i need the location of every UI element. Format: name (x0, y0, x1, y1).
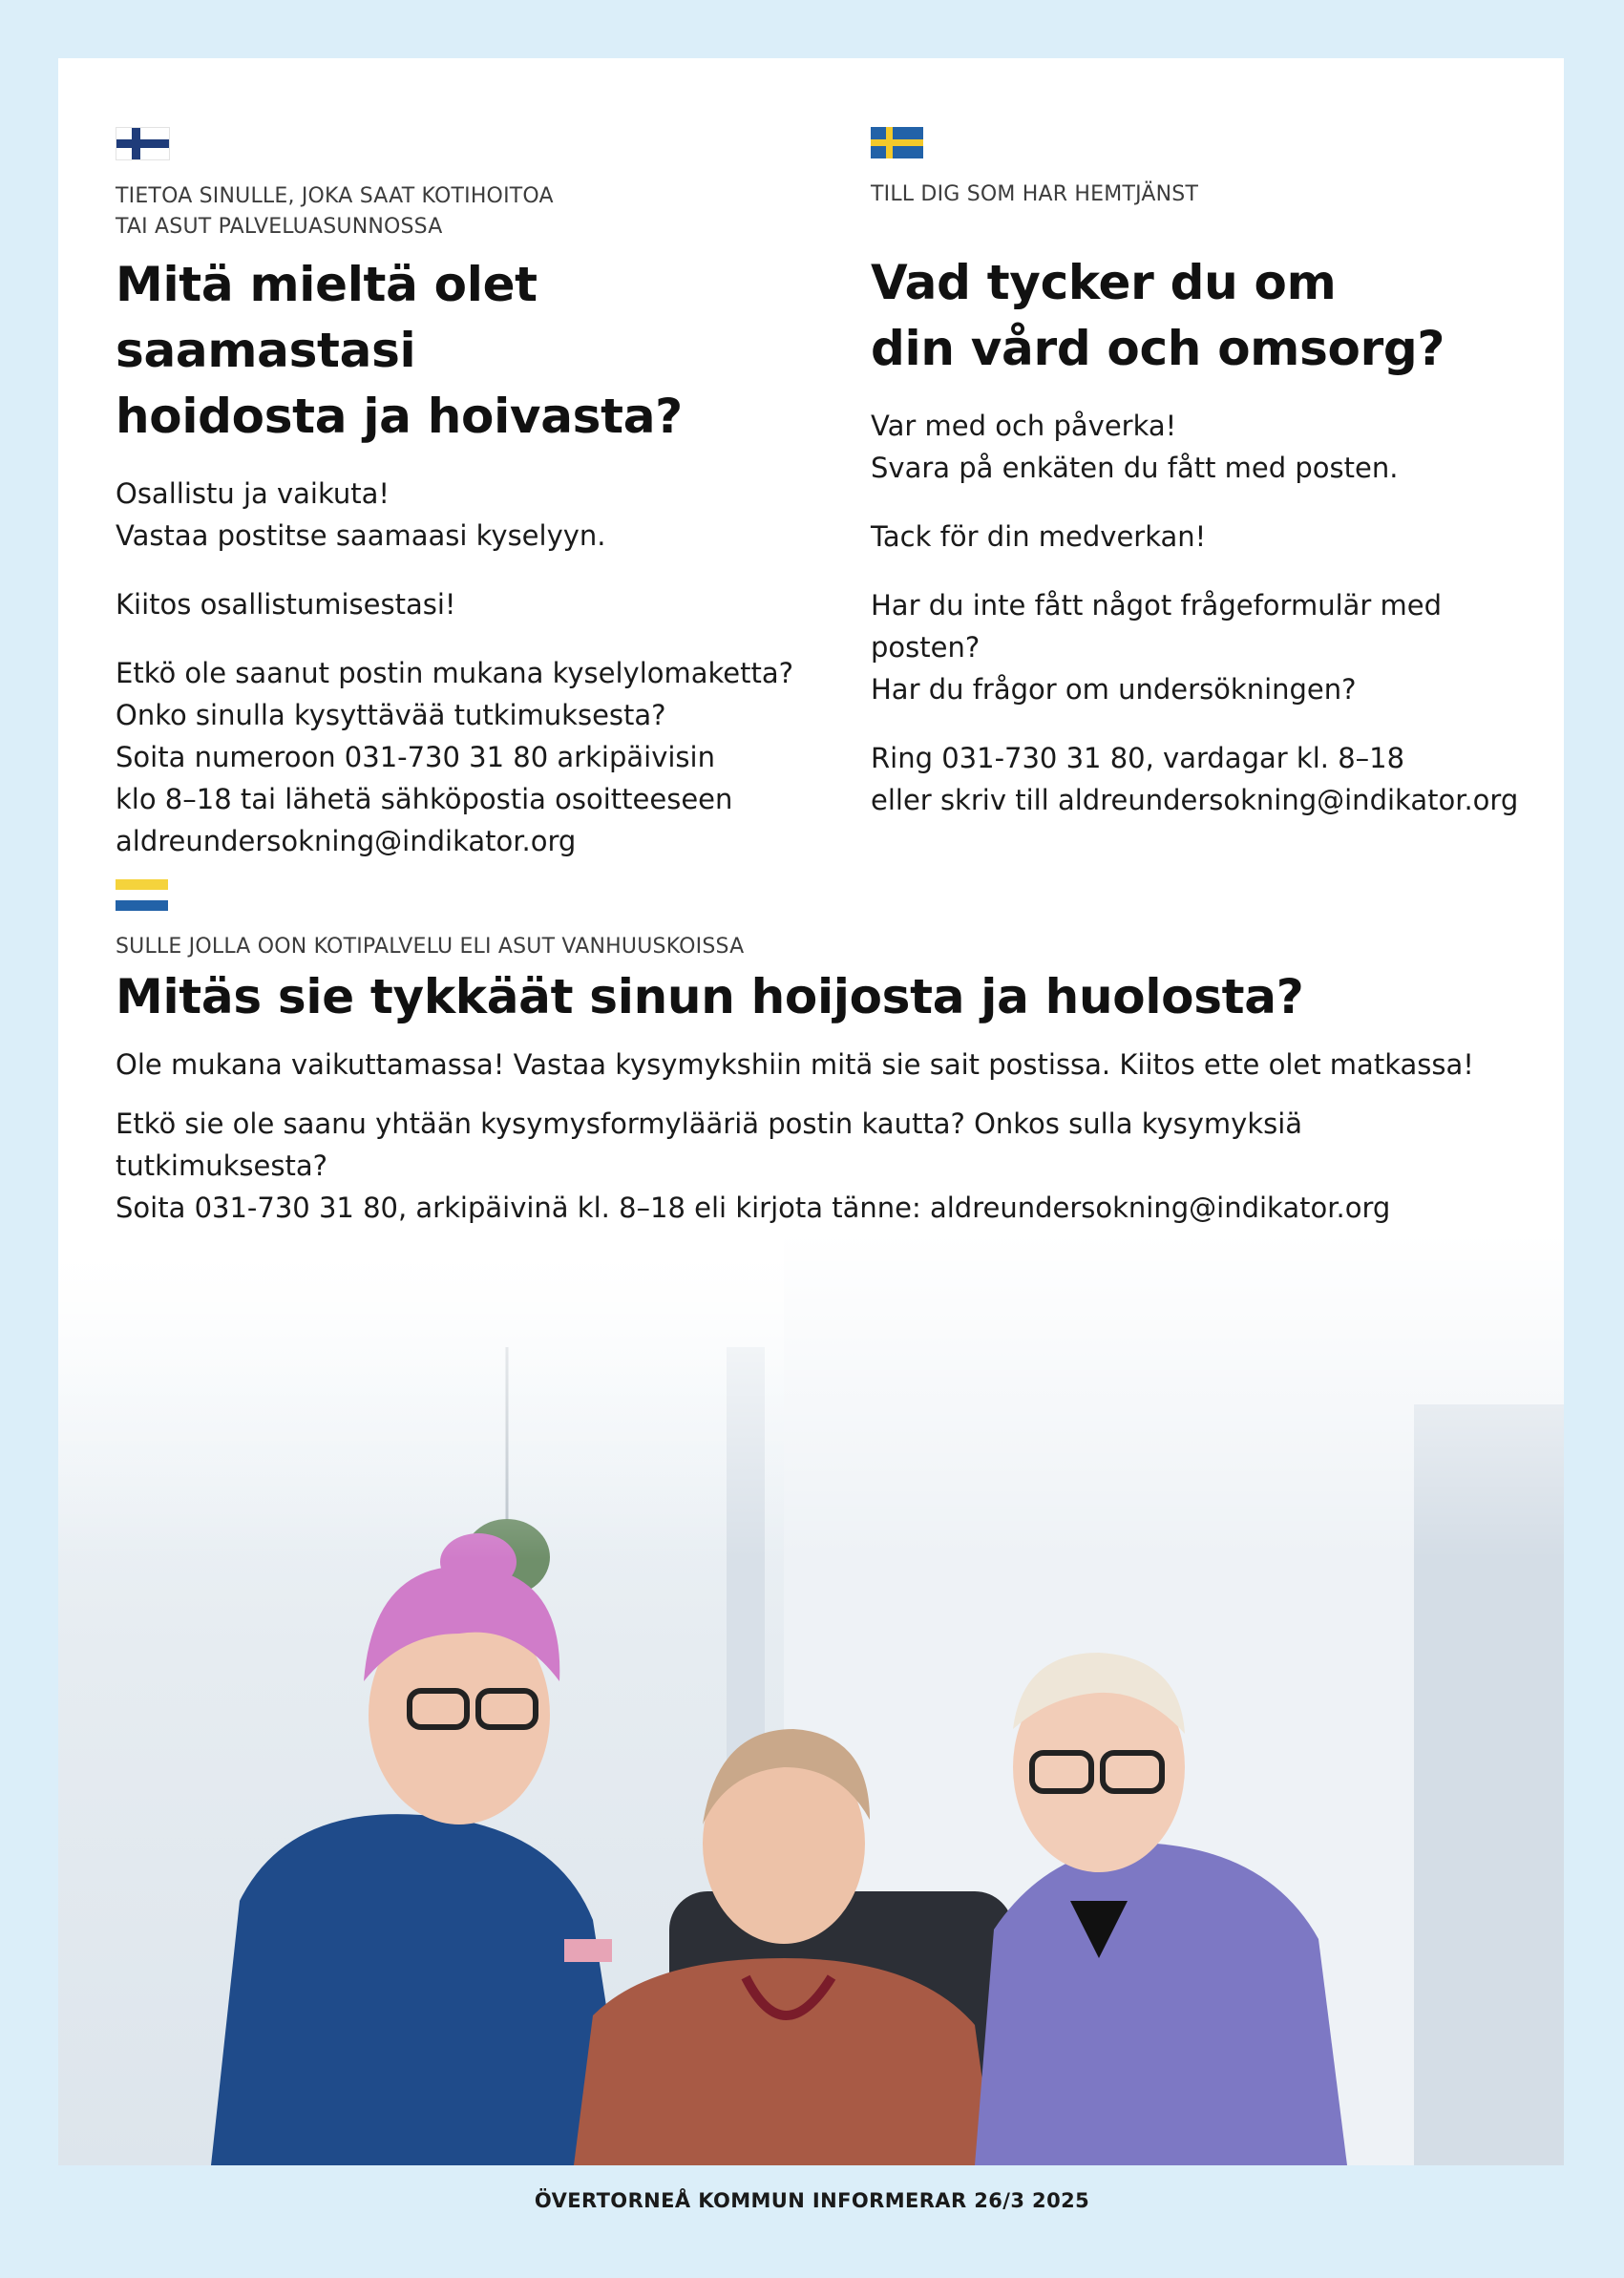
tornedalen-flag-icon (116, 879, 168, 911)
swedish-paragraph-3 (871, 584, 1539, 710)
finnish-headline-line-1: Mitä mieltä olet saamastasi (116, 257, 538, 378)
text-line: Etkö sie ole saanu yhtään kysymysformylääriä postin kautta? Onkos sulla kysymyksiä tutkimuksesta? (116, 1107, 1303, 1182)
swedish-headline (871, 250, 1539, 382)
swedish-paragraph-4 (871, 737, 1539, 821)
text-line: Har du inte fått något frågeformulär med posten? (871, 589, 1443, 664)
page-sheet (58, 58, 1564, 2165)
text-line: Onko sinulla kysyttävää tutkimuksesta? (116, 699, 666, 731)
text-line: Etkö ole saanut postin mukana kyselylomaketta? (116, 657, 794, 689)
text-line: Tack för din medverkan! (871, 520, 1207, 553)
caregivers-photo (58, 1233, 1564, 2165)
finnish-paragraph-3 (116, 652, 803, 862)
finnish-kicker-line-1: TIETOA SINULLE, JOKA SAAT KOTIHOITOA (116, 184, 554, 208)
swedish-headline-line-1: Vad tycker du om (871, 255, 1337, 310)
email-link[interactable]: aldreundersokning@indikator.org (116, 825, 577, 857)
text-line: Ring 031-730 31 80, vardagar kl. 8–18 (871, 742, 1405, 774)
photo-fade (58, 1233, 1564, 2165)
swedish-headline-line-2: din vård och omsorg? (871, 321, 1445, 376)
finnish-paragraph-1 (116, 473, 803, 557)
finnish-headline-line-2: hoidosta ja hoivasta? (116, 389, 683, 444)
text-line: Har du frågor om undersökningen? (871, 673, 1357, 706)
finnish-kicker (116, 181, 803, 243)
swedish-paragraph-2 (871, 516, 1539, 558)
finland-flag-icon (116, 127, 170, 160)
page-footer: ÖVERTORNEÅ KOMMUN INFORMERAR 26/3 2025 (534, 2189, 1090, 2212)
meankieli-paragraph-1: Ole mukana vaikuttamassa! Vastaa kysymykshiin mitä sie sait postissa. Kiitos ette olet matkassa! (116, 1048, 1474, 1081)
text-line: Kiitos osallistumisestasi! (116, 588, 456, 621)
meankieli-kicker: SULLE JOLLA OON KOTIPALVELU ELI ASUT VANHUUSKOISSA (116, 935, 745, 959)
sweden-flag-icon (871, 127, 923, 158)
swedish-section (871, 127, 1539, 848)
text-line: Svara på enkäten du fått med posten. (871, 452, 1399, 484)
text-line: Vastaa postitse saamaasi kyselyyn. (116, 519, 606, 552)
text-line: Soita 031-730 31 80, arkipäivinä kl. 8–18 eli kirjota tänne: aldreundersokning@indikator.org (116, 1192, 1391, 1224)
text-line: Soita numeroon 031-730 31 80 arkipäivisin (116, 741, 715, 773)
kicker-spacer (871, 210, 1539, 241)
photo-illustration (58, 1233, 1564, 2165)
finnish-kicker-line-2: TAI ASUT PALVELUASUNNOSSA (116, 215, 443, 239)
meankieli-headline: Mitäs sie tykkäät sinun hoijosta ja huolosta? (116, 969, 1304, 1024)
text-line: Var med och påverka! (871, 410, 1177, 442)
swedish-kicker (871, 179, 1539, 241)
swedish-kicker-line-1: TILL DIG SOM HAR HEMTJÄNST (871, 182, 1199, 206)
email-link[interactable]: eller skriv till aldreundersokning@indikator.org (871, 784, 1519, 816)
meankieli-paragraph-2 (116, 1103, 1519, 1229)
meankieli-section (116, 879, 1519, 1246)
finnish-headline (116, 252, 803, 450)
finnish-paragraph-2 (116, 583, 803, 625)
finnish-section (116, 127, 803, 889)
swedish-paragraph-1 (871, 405, 1539, 489)
text-line: Osallistu ja vaikuta! (116, 477, 390, 510)
text-line: klo 8–18 tai lähetä sähköpostia osoitteeseen (116, 783, 733, 815)
